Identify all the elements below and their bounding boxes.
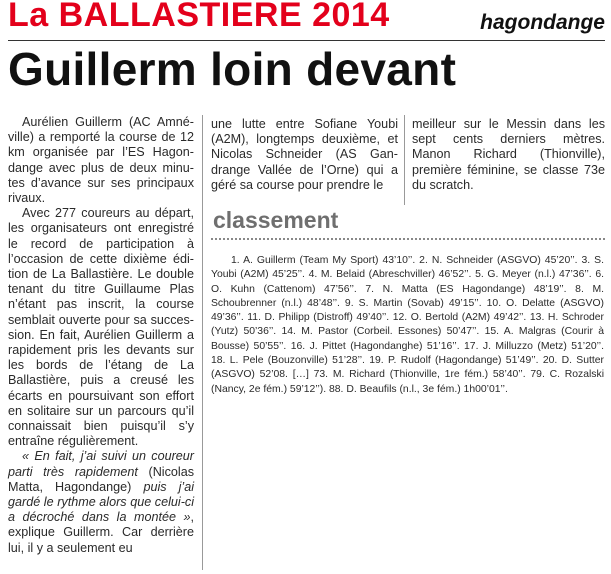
- article-column-1: [8, 115, 194, 556]
- event-kicker: La BALLASTIERE 2014: [8, 0, 390, 34]
- paragraph-quote: [8, 449, 194, 555]
- quote-plain: (Nicolas Matta, Hagondange): [8, 464, 194, 494]
- classement-results: 1. A. Guillerm (Team My Sport) 43’10’’. 2. N. Schneider (ASGVO) 45’20’’. 3. S. Youbi (A2M) 45’25’’. 4. M. Belaid (Abreschviller) 46’52’’. 5. G. Meyer (n.l.) 47’36’’. 6. O. Kuhn (Cattenom) 47’56’’. 7. N. Matta (ES Hagondange) 48’19’’. 8. M. Schoubrenner (n.l.) 48’48’’. 9. S. Martin (Sovab) 49’15’’. 10. O. Delatte (ASGVO) 49’36’’. 11. D. Philipp (Distroff) 49’40’’. 12. O. Bertold (A2M) 49’42’’. 13. H. Schroder (Yutz) 50’36’’. 14. M. Pastor (Corbeil. Essones) 50’47’’. 15. A. Malgras (Courir à Bousse) 50’55’’. 16. J. Pittet (Hagondanghe) 51’16’’. 17. J. Milluzzo (Metz) 51’20’’. 18. L. Pele (Bouzonville) 51’28’’. 19. P. Rudolf (Hagondange) 51’49’’. 20. D. Sutter (ASGVO) 52’08. […] 73. M. Richard (Thionville, 1re fém.) 58’40’’. 79. C. Rozalski (Nancy, 2e fém.) 59’12’’). 88. D. Beaufils (n.l., 3e fém.) 1h00’01’’.: [211, 255, 604, 395]
- quote-plain-2: , explique Guillerm. Car derrière lui, il y a seulement eu: [8, 510, 194, 555]
- header-rule: [8, 40, 605, 41]
- column-divider-2: [404, 115, 405, 205]
- article-column-2: [211, 117, 398, 193]
- paragraph-intro: Aurélien Guillerm (AC Amnéville) a remporté la course de 12 km organisée par l’ES Hagondange avec plus de deux minutes d’avance sur ses principaux rivaux.: [8, 115, 194, 206]
- paragraph-conclusion: meilleur sur le Messin dans les sept cents derniers mètres. Manon Richard (Thionville), première féminine, se classe 73e du scratch.: [412, 117, 605, 192]
- article-headline: Guillerm loin devant: [8, 43, 457, 95]
- paragraph-continued: une lutte entre Sofiane Youbi (A2M), longtemps deuxième, et Nicolas Schneider (AS Gandrange Vallée de l’Orne) qui a géré sa course pour prendre le: [211, 117, 398, 192]
- paragraph-race: Avec 277 coureurs au départ, les organisateurs ont enregistré le record de participation à l’occasion de cette dixième édition de La Ballastière. Le double tenant du titre Guillaume Plas n’étant pas inscrit, la course semblait ouverte pour sa succession. En fait, Aurélien Guillerm a rapidement pris les devants sur les bords de l’étang de La Ballastière, puis a creusé les écarts en poursuivant son effort en solitaire sur un parcours qu’il connaissait bien puisqu’il s’y entraîne régulièrement.: [8, 206, 194, 449]
- location-label: hagondange: [480, 11, 605, 34]
- article-column-3: [412, 117, 605, 193]
- classement-title: classement: [213, 207, 339, 233]
- column-divider-1: [202, 115, 203, 570]
- classement-rule: [211, 238, 605, 240]
- quote-italic: « En fait, j’ai suivi un coureur parti très rapidement: [8, 449, 194, 479]
- quote-italic-2: puis j’ai gardé le rythme alors que celui-ci a décroché dans la montée »: [8, 479, 194, 525]
